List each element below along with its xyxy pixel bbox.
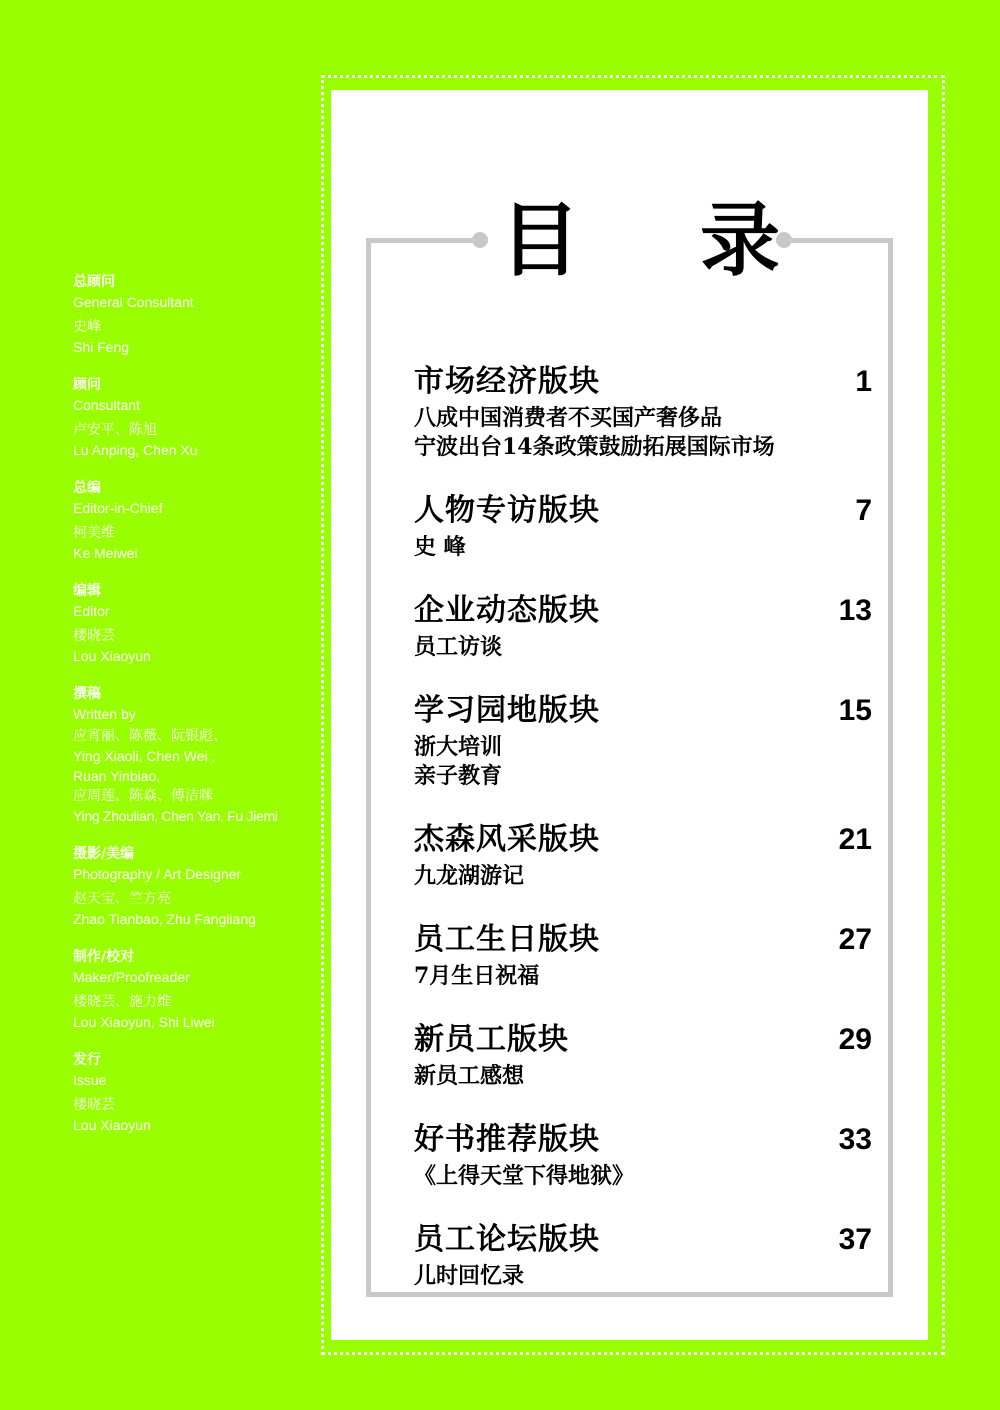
toc-article[interactable]: 八成中国消费者不买国产奢侈品	[414, 405, 723, 431]
credit-role-en: General Consultant	[73, 294, 194, 310]
toc-heading-char: 目	[500, 193, 580, 287]
toc-section-title[interactable]: 杰森风采版块	[414, 822, 600, 857]
toc-page-number: 7	[855, 494, 872, 527]
toc-article[interactable]: 宁波出台14条政策鼓励拓展国际市场	[414, 434, 775, 460]
toc-article[interactable]: 九龙湖游记	[414, 863, 525, 889]
toc-article[interactable]: 史 峰	[414, 534, 466, 560]
toc-section-title[interactable]: 员工生日版块	[414, 922, 600, 957]
credit-role-cn: 顾问	[73, 377, 101, 393]
toc-section[interactable]	[414, 918, 876, 991]
toc-section-title[interactable]: 市场经济版块	[414, 364, 600, 399]
credit-role-cn: 撰稿	[73, 686, 101, 702]
toc-heading	[500, 192, 780, 288]
credit-name: Shi Feng	[73, 339, 130, 355]
toc-section[interactable]	[414, 360, 876, 462]
toc-section-title[interactable]: 学习园地版块	[414, 693, 600, 728]
toc-article[interactable]: 亲子教育	[414, 763, 503, 789]
toc-page-number: 1	[855, 365, 872, 398]
toc-article[interactable]: 7月生日祝福	[414, 963, 540, 989]
toc-page-number: 21	[838, 823, 872, 856]
credit-photography	[73, 844, 318, 929]
toc-section[interactable]	[414, 1218, 876, 1291]
toc-page-number: 33	[838, 1123, 872, 1156]
toc-section-title[interactable]: 新员工版块	[414, 1022, 569, 1057]
credit-name: 史峰	[73, 319, 101, 335]
credit-name: Lou Xiaoyun	[73, 1117, 151, 1133]
toc-frame-top-left	[366, 238, 472, 243]
credit-general-consultant	[73, 272, 318, 357]
toc-section[interactable]	[414, 818, 876, 891]
toc-page-number: 37	[838, 1223, 872, 1256]
dot-ornament-left	[472, 232, 488, 248]
toc-frame-top-right	[792, 238, 893, 243]
credit-written-by	[73, 684, 318, 826]
credit-role-en: Editor-in-Chief	[73, 500, 163, 516]
credit-role-en: Issue	[73, 1072, 107, 1088]
toc-section[interactable]	[414, 589, 876, 662]
credit-name: Ruan Yinbiao,	[73, 768, 161, 784]
toc-section[interactable]	[414, 489, 876, 562]
toc-page-number: 27	[838, 923, 872, 956]
toc-section-title[interactable]: 人物专访版块	[414, 493, 600, 528]
credit-issue	[73, 1050, 318, 1135]
credit-role-cn: 编辑	[73, 583, 101, 599]
credit-name: 赵天宝、竺方亮	[73, 891, 171, 907]
credit-name: Ke Meiwei	[73, 545, 138, 561]
credit-role-en: Consultant	[73, 397, 140, 413]
credits-column	[73, 272, 318, 1153]
credit-name: Zhao Tianbao, Zhu Fangliang	[73, 911, 256, 927]
credit-maker	[73, 947, 318, 1032]
credit-consultant	[73, 375, 318, 460]
credit-role-en: Photography / Art Designer	[73, 866, 242, 882]
toc-page-number: 29	[838, 1023, 872, 1056]
credit-name: 楼晓芸、施力维	[73, 994, 171, 1010]
credit-role-cn: 摄影/美编	[73, 846, 135, 862]
credit-role-en: Editor	[73, 603, 110, 619]
credit-name: Ying Zhoulian, Chen Yan, Fu Jiemi	[73, 808, 278, 824]
credit-name: 楼晓芸	[73, 628, 115, 644]
credit-name: 应周莲、陈焱、傅洁咪	[73, 788, 213, 804]
toc-section[interactable]	[414, 1018, 876, 1091]
toc-page-number: 13	[838, 594, 872, 627]
credit-name: 楼晓芸	[73, 1097, 115, 1113]
toc-heading-char: 录	[700, 193, 780, 287]
toc-article[interactable]: 员工访谈	[414, 634, 503, 660]
toc-article[interactable]: 《上得天堂下得地狱》	[414, 1163, 635, 1189]
credit-role-cn: 总编	[73, 480, 101, 496]
toc-section[interactable]	[414, 689, 876, 791]
credit-role-cn: 发行	[73, 1052, 101, 1068]
credit-name: 卢安平、陈旭	[73, 422, 157, 438]
toc-page-number: 15	[838, 694, 872, 727]
credit-name: Lou Xiaoyun, Shi Liwei	[73, 1014, 215, 1030]
credit-role-cn: 总顾问	[73, 274, 115, 290]
credit-name: 柯美维	[73, 525, 115, 541]
toc-article[interactable]: 新员工感想	[414, 1063, 525, 1089]
toc-section[interactable]	[414, 1118, 876, 1191]
credit-role-en: Maker/Proofreader	[73, 969, 190, 985]
credit-name: Lu Anping, Chen Xu	[73, 442, 198, 458]
credit-role-cn: 制作/校对	[73, 949, 135, 965]
toc-list	[414, 360, 876, 1318]
credit-role-en: Written by	[73, 706, 136, 722]
credit-name: Ying Xiaoli, Chen Wei ,	[73, 748, 216, 764]
credit-editor-in-chief	[73, 478, 318, 563]
toc-section-title[interactable]: 好书推荐版块	[414, 1122, 600, 1157]
credit-name: 应宵丽、陈薇、阮银彪、	[73, 728, 227, 744]
toc-section-title[interactable]: 员工论坛版块	[414, 1222, 600, 1257]
toc-article[interactable]: 浙大培训	[414, 734, 503, 760]
credit-editor	[73, 581, 318, 666]
toc-section-title[interactable]: 企业动态版块	[414, 593, 600, 628]
toc-article[interactable]: 儿时回忆录	[414, 1263, 525, 1289]
credit-name: Lou Xiaoyun	[73, 648, 151, 664]
